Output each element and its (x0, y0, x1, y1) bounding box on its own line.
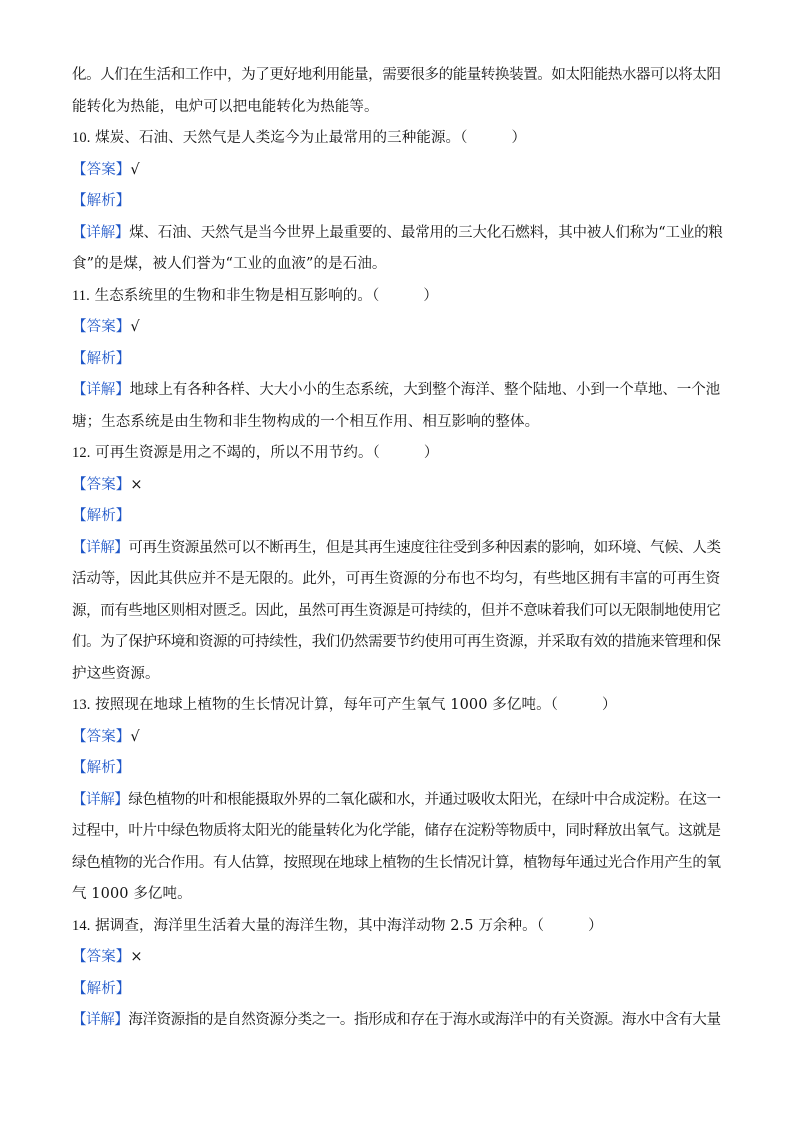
detail-line-3: 绿色植物的光合作用。有人估算，按照现在地球上植物的生长情况计算，植物每年通过光合作用产生的氧 (72, 854, 721, 871)
detail-text: 地球上有各种各样、大大小小的生态系统，大到整个海洋、整个陆地、小到一个草地、一个池 (129, 382, 721, 398)
detail-line-2: 塘；生态系统是由生物和非生物构成的一个相互作用、相互影响的整体。 (72, 413, 540, 430)
detail-label: 【详解】 (72, 539, 129, 556)
question-close-paren: ） (423, 445, 439, 461)
answer-value: × (130, 949, 143, 965)
question-number: 13. (72, 697, 91, 713)
question-stem (72, 911, 722, 943)
detail-label: 【详解】 (72, 1012, 129, 1028)
question-text: 据调查，海洋里生活着大量的海洋生物，其中海洋动物 2.5 万余种。（ (95, 917, 545, 934)
question-text: 按照现在地球上植物的生长情况计算，每年可产生氧气 1000 多亿吨。（ (95, 697, 559, 713)
analysis-label: 【解析】 (72, 980, 131, 997)
detail-line-1 (72, 785, 722, 817)
answer-value: × (130, 476, 143, 493)
question-block-11 (72, 281, 722, 439)
detail-line-1 (72, 375, 722, 407)
question-number: 10. (72, 130, 91, 146)
question-stem (72, 281, 722, 313)
detail-text: 可再生资源虽然可以不断再生，但是其再生速度往往受到多种因素的影响，如环境、气候、人类 (128, 539, 721, 556)
question-stem (72, 690, 722, 722)
question-number: 11. (72, 287, 90, 304)
analysis-line (72, 186, 722, 218)
question-stem (72, 123, 722, 155)
analysis-line (72, 344, 722, 376)
analysis-line (72, 501, 722, 533)
question-close-paren: ） (588, 917, 603, 934)
detail-line-1 (72, 218, 722, 250)
answer-value: √ (130, 319, 140, 335)
analysis-label: 【解析】 (72, 508, 131, 524)
answer-line (72, 312, 722, 344)
detail-text: 海洋资源指的是自然资源分类之一。指形成和存在于海水或海洋中的有关资源。海水中含有大量 (128, 1012, 721, 1028)
detail-line-5: 护这些资源。 (72, 665, 160, 682)
answer-label: 【答案】 (72, 949, 131, 965)
detail-line-4: 们。为了保护环境和资源的可持续性，我们仍然需要节约使用可再生资源，并采取有效的措施来管理和保 (72, 634, 721, 650)
detail-label: 【详解】 (72, 382, 130, 398)
detail-line-1 (72, 1005, 722, 1037)
question-close-paren: ） (423, 287, 438, 304)
detail-label: 【详解】 (72, 224, 130, 241)
question-close-paren: ） (511, 130, 527, 146)
answer-value: √ (130, 728, 140, 745)
intro-line-2: 能转化为热能，电炉可以把电能转化为热能等。 (72, 98, 379, 115)
question-number: 14. (72, 917, 91, 934)
question-number: 12. (72, 445, 91, 461)
question-block-13 (72, 690, 722, 911)
detail-line-2: 食”的是煤，被人们誉为“工业的血液”的是石油。 (72, 256, 387, 272)
answer-line (72, 155, 722, 187)
answer-line (72, 722, 722, 754)
intro-line-1: 化。人们在生活和工作中，为了更好地利用能量，需要很多的能量转换装置。如太阳能热水器可以将太阳 (72, 67, 721, 83)
question-text: 生态系统里的生物和非生物是相互影响的。（ (94, 287, 380, 304)
question-stem (72, 438, 722, 470)
detail-line-1 (72, 533, 722, 565)
question-text: 可再生资源是用之不竭的，所以不用节约。（ (95, 445, 380, 461)
detail-line-4: 气 1000 多亿吨。 (72, 886, 192, 902)
answer-label: 【答案】 (72, 161, 131, 178)
detail-text: 绿色植物的叶和根能摄取外界的二氧化碳和水，并通过吸收太阳光，在绿叶中合成淀粉。在这一 (128, 791, 721, 808)
detail-label: 【详解】 (72, 791, 129, 808)
question-close-paren: ） (602, 697, 617, 713)
answer-value: √ (130, 161, 140, 178)
detail-line-3: 源，而有些地区则相对匮乏。因此，虽然可再生资源是可持续的，但并不意味着我们可以无限制地使用它 (72, 602, 721, 619)
analysis-line (72, 974, 722, 1006)
analysis-label: 【解析】 (72, 193, 131, 209)
answer-label: 【答案】 (72, 319, 131, 335)
question-text: 煤炭、石油、天然气是人类迄今为止最常用的三种能源。（ (95, 130, 468, 146)
question-block-10 (72, 123, 722, 281)
detail-line-2: 过程中，叶片中绿色物质将太阳光的能量转化为化学能，储存在淀粉等物质中，同时释放出氧气。这就是 (72, 823, 721, 839)
analysis-line (72, 753, 722, 785)
answer-line (72, 942, 722, 974)
detail-line-2: 活动等，因此其供应并不是无限的。此外，可再生资源的分布也不均匀，有些地区拥有丰富的可再生资 (72, 571, 720, 587)
question-block-12 (72, 438, 722, 690)
document-page (72, 60, 722, 1037)
answer-line (72, 470, 722, 502)
analysis-label: 【解析】 (72, 760, 131, 776)
answer-label: 【答案】 (72, 728, 131, 745)
detail-text: 煤、石油、天然气是当今世界上最重要的、最常用的三大化石燃料，其中被人们称为“工业的粮 (129, 224, 723, 241)
answer-label: 【答案】 (72, 476, 131, 493)
analysis-label: 【解析】 (72, 350, 131, 367)
question-block-14 (72, 911, 722, 1037)
